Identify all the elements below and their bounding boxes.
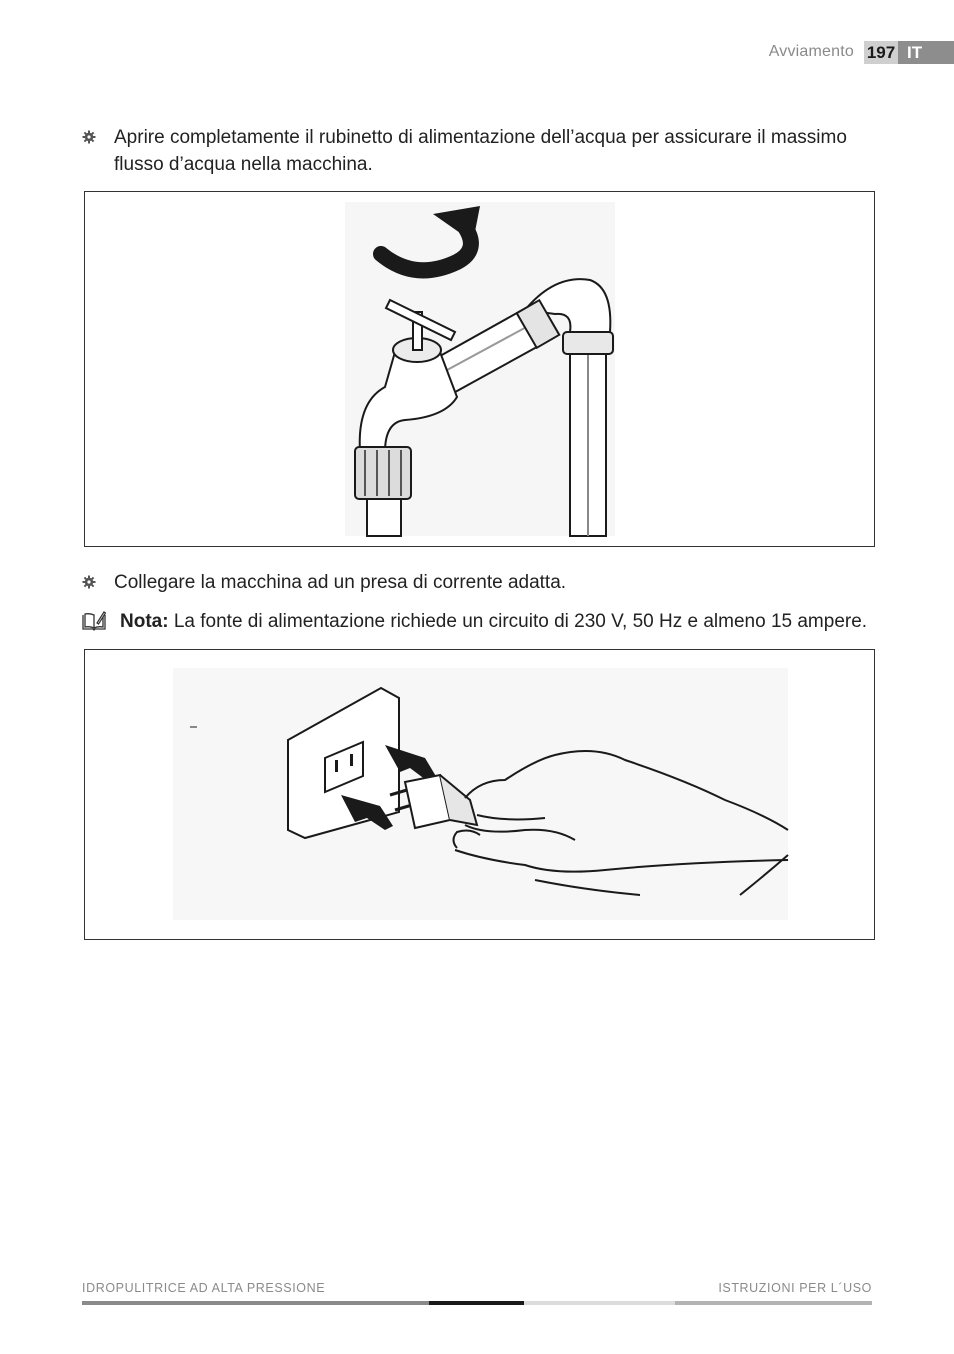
footer-bar-segment <box>524 1301 675 1305</box>
bullet-connect-power <box>82 569 862 596</box>
gear-bullet-icon <box>82 575 96 589</box>
bullet-text: Aprire completamente il rubinetto di alimentazione dell’acqua per assicurare il massimo flusso d’acqua nella macchina. <box>114 127 847 175</box>
footer-manual-title: ISTRUZIONI PER L´USO <box>718 1281 872 1295</box>
gear-bullet-icon <box>82 130 96 144</box>
note-text: La fonte di alimentazione richiede un circuito di 230 V, 50 Hz e almeno 15 ampere. <box>168 611 868 632</box>
footer-bar-segment <box>675 1301 872 1305</box>
note-power-supply <box>82 608 882 635</box>
language-badge: IT <box>898 41 954 64</box>
book-note-icon <box>82 611 106 631</box>
figure-water-tap <box>84 191 875 547</box>
footer-bar-segment <box>429 1301 524 1305</box>
page-number: 197 <box>864 41 898 64</box>
section-title: Avviamento <box>768 43 854 60</box>
bullet-text: Collegare la macchina ad un presa di corrente adatta. <box>114 572 567 593</box>
footer-product-title: IDROPULITRICE AD ALTA PRESSIONE <box>82 1281 326 1295</box>
bullet-open-tap <box>82 124 862 178</box>
figure-power-plug <box>84 649 875 940</box>
footer-bar-segment <box>82 1301 429 1305</box>
note-label: Nota: <box>120 611 169 632</box>
tap-illustration <box>85 192 874 546</box>
plug-illustration <box>85 650 874 939</box>
